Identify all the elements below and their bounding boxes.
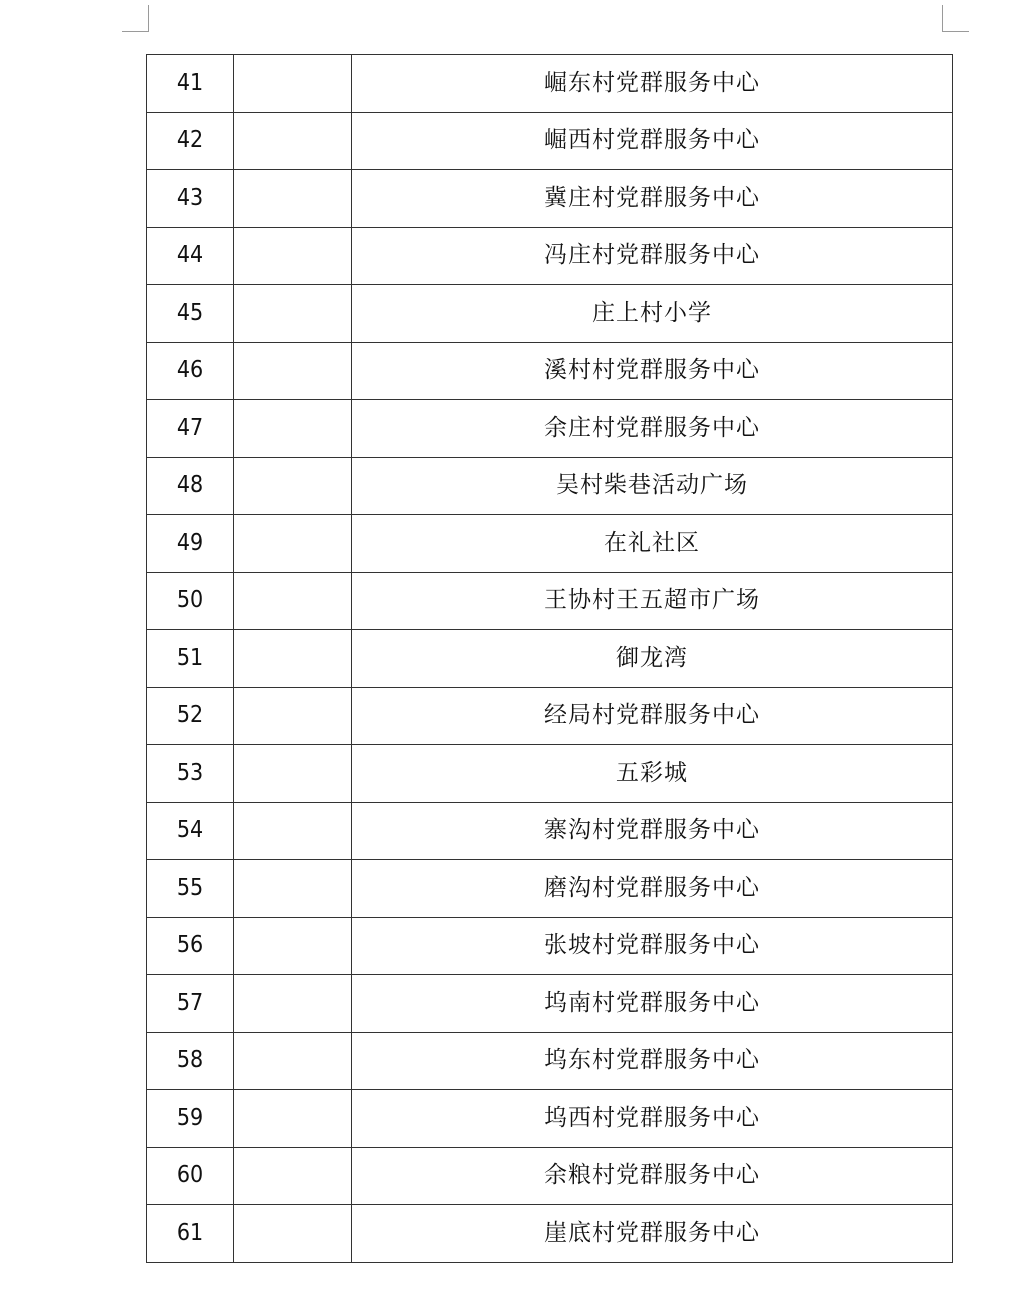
table-row (147, 802, 953, 860)
table-row (147, 55, 953, 113)
row-number-cell: 41 (147, 55, 234, 113)
blank-cell (234, 572, 352, 630)
row-number-cell: 50 (147, 572, 234, 630)
row-number-cell: 51 (147, 630, 234, 688)
blank-cell (234, 802, 352, 860)
location-name-cell: 冀庄村党群服务中心 (352, 170, 953, 228)
row-number-cell: 44 (147, 227, 234, 285)
blank-cell (234, 457, 352, 515)
blank-cell (234, 975, 352, 1033)
location-name-cell: 吴村柴巷活动广场 (352, 457, 953, 515)
table-row (147, 400, 953, 458)
row-number-cell: 45 (147, 285, 234, 343)
page-corner-mark-top-right (942, 5, 969, 32)
blank-cell (234, 860, 352, 918)
location-name-cell: 余庄村党群服务中心 (352, 400, 953, 458)
blank-cell (234, 112, 352, 170)
location-name-cell: 磨沟村党群服务中心 (352, 860, 953, 918)
table-row (147, 170, 953, 228)
row-number-cell: 49 (147, 515, 234, 573)
row-number-cell: 42 (147, 112, 234, 170)
row-number-cell: 54 (147, 802, 234, 860)
location-name-cell: 寨沟村党群服务中心 (352, 802, 953, 860)
location-name-cell: 坞东村党群服务中心 (352, 1032, 953, 1090)
table-row (147, 112, 953, 170)
table-row (147, 1032, 953, 1090)
row-number-cell: 46 (147, 342, 234, 400)
table-row (147, 745, 953, 803)
location-name-cell: 崛东村党群服务中心 (352, 55, 953, 113)
location-name-cell: 经局村党群服务中心 (352, 687, 953, 745)
blank-cell (234, 515, 352, 573)
row-number-cell: 59 (147, 1090, 234, 1148)
blank-cell (234, 630, 352, 688)
location-name-cell: 崖底村党群服务中心 (352, 1205, 953, 1263)
location-name-cell: 王协村王五超市广场 (352, 572, 953, 630)
table-row (147, 285, 953, 343)
row-number-cell: 47 (147, 400, 234, 458)
page-corner-mark-top-left (122, 5, 149, 32)
location-name-cell: 五彩城 (352, 745, 953, 803)
location-name-cell: 坞南村党群服务中心 (352, 975, 953, 1033)
table-row (147, 1147, 953, 1205)
table-row (147, 572, 953, 630)
table-row (147, 342, 953, 400)
blank-cell (234, 745, 352, 803)
blank-cell (234, 1032, 352, 1090)
blank-cell (234, 687, 352, 745)
table-row (147, 687, 953, 745)
location-name-cell: 崛西村党群服务中心 (352, 112, 953, 170)
row-number-cell: 43 (147, 170, 234, 228)
table-row (147, 1090, 953, 1148)
row-number-cell: 56 (147, 917, 234, 975)
table-row (147, 1205, 953, 1263)
blank-cell (234, 342, 352, 400)
row-number-cell: 55 (147, 860, 234, 918)
blank-cell (234, 55, 352, 113)
table-row (147, 515, 953, 573)
table-row (147, 917, 953, 975)
row-number-cell: 60 (147, 1147, 234, 1205)
table-row (147, 227, 953, 285)
location-name-cell: 坞西村党群服务中心 (352, 1090, 953, 1148)
row-number-cell: 58 (147, 1032, 234, 1090)
location-table (146, 54, 953, 1263)
blank-cell (234, 227, 352, 285)
location-name-cell: 溪村村党群服务中心 (352, 342, 953, 400)
blank-cell (234, 285, 352, 343)
row-number-cell: 53 (147, 745, 234, 803)
location-name-cell: 庄上村小学 (352, 285, 953, 343)
blank-cell (234, 170, 352, 228)
location-name-cell: 御龙湾 (352, 630, 953, 688)
blank-cell (234, 1090, 352, 1148)
row-number-cell: 61 (147, 1205, 234, 1263)
row-number-cell: 52 (147, 687, 234, 745)
location-name-cell: 余粮村党群服务中心 (352, 1147, 953, 1205)
row-number-cell: 57 (147, 975, 234, 1033)
table-row (147, 457, 953, 515)
table-row (147, 860, 953, 918)
blank-cell (234, 400, 352, 458)
table-row (147, 630, 953, 688)
table-row (147, 975, 953, 1033)
table-body (147, 55, 953, 1263)
location-name-cell: 冯庄村党群服务中心 (352, 227, 953, 285)
location-name-cell: 张坡村党群服务中心 (352, 917, 953, 975)
row-number-cell: 48 (147, 457, 234, 515)
blank-cell (234, 1147, 352, 1205)
location-name-cell: 在礼社区 (352, 515, 953, 573)
blank-cell (234, 917, 352, 975)
blank-cell (234, 1205, 352, 1263)
